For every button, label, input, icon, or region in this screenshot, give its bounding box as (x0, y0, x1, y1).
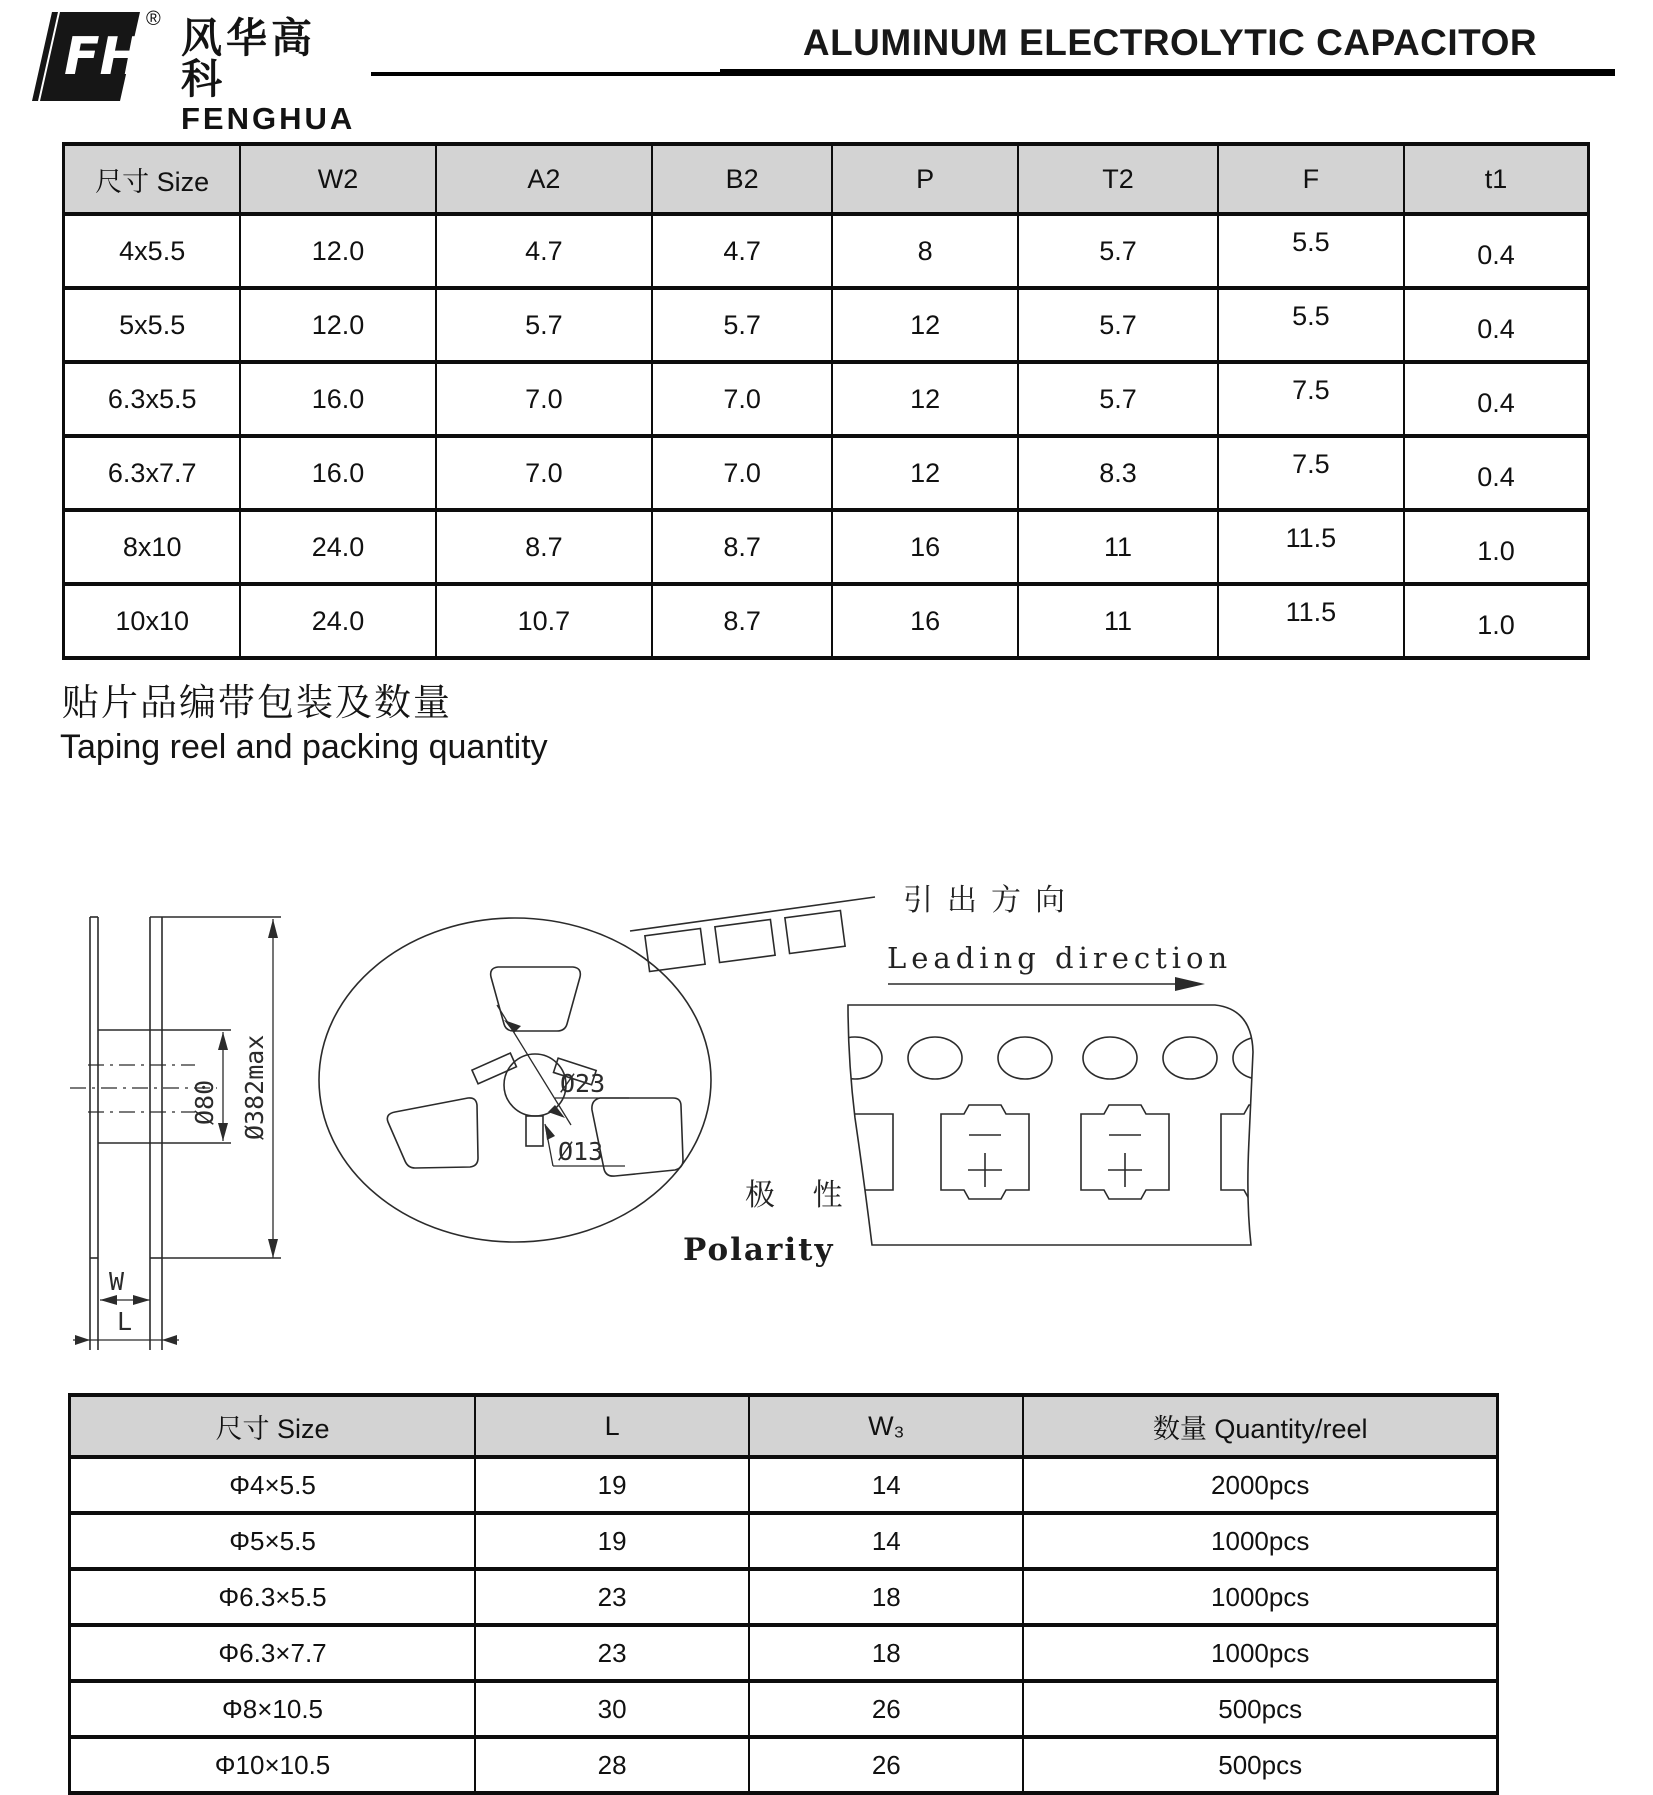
page-title: ALUMINUM ELECTROLYTIC CAPACITOR (802, 22, 1538, 63)
column-header: W2 (240, 144, 435, 214)
table-row (70, 1681, 1498, 1737)
table-row (70, 1457, 1498, 1513)
table-cell: 5.5 (1218, 205, 1404, 279)
table-cell: 1000pcs (1023, 1625, 1497, 1681)
table-cell: 1.0 (1404, 514, 1589, 588)
table-cell: 19 (475, 1457, 749, 1513)
column-header: A2 (436, 144, 653, 214)
table-row (64, 214, 1589, 288)
column-header: 尺寸 Size (64, 144, 241, 214)
polarity-english: Polarity (683, 1232, 835, 1268)
outer-width-label: L (117, 1307, 133, 1336)
table-cell: 24.0 (240, 510, 435, 584)
header-rule-thick (720, 69, 1615, 76)
section-heading-english: Taping reel and packing quantity (60, 728, 548, 766)
dimension-table-header (64, 144, 1589, 214)
table-cell: 500pcs (1023, 1737, 1497, 1793)
table-cell: 5.7 (1018, 214, 1218, 288)
table-cell: 19 (475, 1513, 749, 1569)
header-rule-thin (371, 72, 723, 76)
table-cell: Φ6.3×7.7 (70, 1625, 476, 1681)
leading-direction-arrow-icon (1175, 977, 1205, 991)
table-cell: 26 (749, 1737, 1023, 1793)
packing-table-header (70, 1395, 1498, 1457)
table-cell: 14 (749, 1457, 1023, 1513)
packing-table-body (70, 1457, 1498, 1793)
table-cell: 24.0 (240, 584, 435, 658)
table-cell: 8.3 (1018, 436, 1218, 510)
table-cell: 7.5 (1218, 427, 1404, 501)
capacitor-pocket (1081, 1105, 1169, 1199)
table-cell: 8 (832, 214, 1018, 288)
table-cell: 5.7 (652, 288, 832, 362)
table-cell: 5.7 (436, 288, 653, 362)
reel-diameter-label: Ø382max (240, 1034, 269, 1140)
table-cell: 12.0 (240, 288, 435, 362)
inner-width-dimension (100, 1267, 150, 1305)
table-cell: 5.5 (1218, 279, 1404, 353)
table-cell: 4.7 (436, 214, 653, 288)
table-cell: Φ10×10.5 (70, 1737, 476, 1793)
table-cell: 0.4 (1404, 292, 1589, 366)
table-cell: 1000pcs (1023, 1513, 1497, 1569)
inner-width-label: W (109, 1267, 125, 1296)
table-cell: 8.7 (652, 584, 832, 658)
table-cell: 8x10 (64, 510, 241, 584)
section-heading-chinese: 贴片品编带包装及数量 (62, 682, 452, 723)
table-cell: 10.7 (436, 584, 653, 658)
table-row (64, 436, 1589, 510)
column-header: F (1218, 144, 1404, 214)
table-cell: 12 (832, 288, 1018, 362)
column-header: B2 (652, 144, 832, 214)
table-cell: 11 (1018, 510, 1218, 584)
brand-names (181, 15, 356, 136)
table-cell: 0.4 (1404, 366, 1589, 440)
table-row (70, 1737, 1498, 1793)
table-cell: 12.0 (240, 214, 435, 288)
column-header: t1 (1404, 144, 1589, 214)
table-cell: 26 (749, 1681, 1023, 1737)
table-row (70, 1569, 1498, 1625)
fenghua-logo-icon (18, 8, 148, 104)
table-cell: 30 (475, 1681, 749, 1737)
tape-exit-strip (630, 897, 875, 972)
table-cell: 1000pcs (1023, 1569, 1497, 1625)
column-header: W₃ (749, 1395, 1023, 1457)
leading-direction-chinese: 引出方向 (903, 883, 1079, 918)
tape-detail (828, 1005, 1300, 1245)
table-cell: Φ4×5.5 (70, 1457, 476, 1513)
table-cell: 7.0 (652, 436, 832, 510)
capacitor-pocket (941, 1105, 1029, 1199)
table-cell: 12 (832, 362, 1018, 436)
table-cell: 5.7 (1018, 288, 1218, 362)
reel-window-top (491, 967, 581, 1031)
table-cell: 2000pcs (1023, 1457, 1497, 1513)
reel-window-right (592, 1098, 683, 1176)
table-row (70, 1513, 1498, 1569)
table-row (64, 362, 1589, 436)
svg-text:FH: FH (64, 27, 144, 87)
reel-diameter-dimension (240, 919, 278, 1258)
table-cell: 16 (832, 584, 1018, 658)
table-cell: 23 (475, 1569, 749, 1625)
table-row (64, 288, 1589, 362)
table-row (70, 1625, 1498, 1681)
column-header: 尺寸 Size (70, 1395, 476, 1457)
table-cell: 8.7 (652, 510, 832, 584)
polarity-callout (683, 1178, 857, 1268)
table-cell: 28 (475, 1737, 749, 1793)
column-header: 数量 Quantity/reel (1023, 1395, 1497, 1457)
table-cell: 18 (749, 1569, 1023, 1625)
packing-table (68, 1393, 1499, 1795)
taping-reel-diagram (55, 780, 1300, 1350)
hub-diameter-dimension (190, 1032, 228, 1141)
capacitor-pocket-partial-right (1221, 1105, 1300, 1199)
table-cell: 6.3x5.5 (64, 362, 241, 436)
table-cell: 5.7 (1018, 362, 1218, 436)
registered-trademark: ® (146, 8, 161, 30)
hub-hole-inner-label: Ø13 (558, 1137, 604, 1166)
table-cell: Φ5×5.5 (70, 1513, 476, 1569)
table-cell: Φ6.3×5.5 (70, 1569, 476, 1625)
table-cell: 0.4 (1404, 218, 1589, 292)
table-cell: 14 (749, 1513, 1023, 1569)
table-cell: 6.3x7.7 (64, 436, 241, 510)
leading-direction-callout (887, 883, 1232, 991)
table-cell: 11.5 (1218, 575, 1404, 649)
table-cell: 1.0 (1404, 588, 1589, 662)
table-cell: 7.0 (436, 436, 653, 510)
table-cell: 7.5 (1218, 353, 1404, 427)
polarity-chinese: 极 性 (745, 1178, 857, 1213)
brand-name-chinese: 风华高科 (181, 15, 316, 102)
table-cell: 12 (832, 436, 1018, 510)
table-cell: 10x10 (64, 584, 241, 658)
table-cell: 4.7 (652, 214, 832, 288)
table-row (64, 510, 1589, 584)
table-cell: 16.0 (240, 362, 435, 436)
reel-window-left (387, 1098, 478, 1168)
table-cell: 16 (832, 510, 1018, 584)
sprocket-holes (828, 1037, 1287, 1079)
table-cell: 18 (749, 1625, 1023, 1681)
dimension-table (62, 142, 1590, 660)
table-cell: 23 (475, 1625, 749, 1681)
table-cell: Φ8×10.5 (70, 1681, 476, 1737)
outer-width-dimension (73, 1307, 179, 1345)
table-cell: 0.4 (1404, 440, 1589, 514)
table-cell: 7.0 (652, 362, 832, 436)
table-cell: 16.0 (240, 436, 435, 510)
table-row (64, 584, 1589, 658)
leading-direction-english: Leading direction (887, 941, 1233, 975)
table-cell: 11.5 (1218, 501, 1404, 575)
table-cell: 4x5.5 (64, 214, 241, 288)
column-header: L (475, 1395, 749, 1457)
hub-diameter-label: Ø80 (190, 1079, 219, 1125)
table-cell: 7.0 (436, 362, 653, 436)
table-cell: 8.7 (436, 510, 653, 584)
hub-hole-outer-label: Ø23 (560, 1069, 606, 1098)
hub-hole-dimensions (545, 1069, 629, 1166)
table-cell: 5x5.5 (64, 288, 241, 362)
table-cell: 11 (1018, 584, 1218, 658)
column-header: P (832, 144, 1018, 214)
dimension-table-body (64, 214, 1589, 658)
brand-name-english: FENGHUA (181, 101, 356, 136)
column-header: T2 (1018, 144, 1218, 214)
table-cell: 500pcs (1023, 1681, 1497, 1737)
reel-side-view (70, 917, 281, 1350)
